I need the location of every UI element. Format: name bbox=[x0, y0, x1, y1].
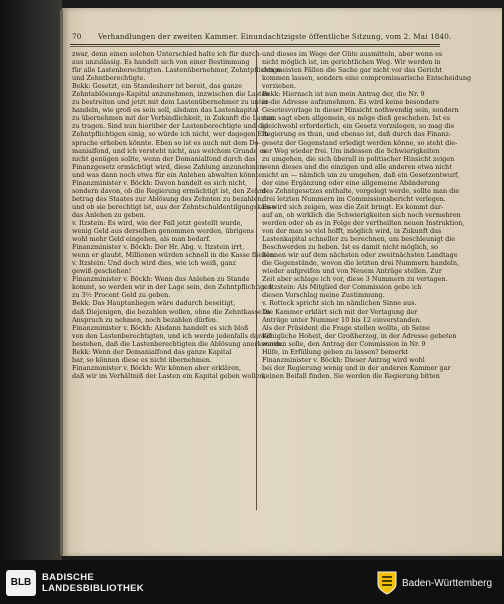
right-column-line: zu umgehen, die sich überall in politischer Hinsicht zeigen bbox=[262, 154, 455, 163]
running-title: Verhandlungen der zweiten Kammer. Einundachtzigste öffentliche Sitzung, vom 2. Mai 1840. bbox=[98, 32, 452, 41]
left-column-line: Bekk: Das Hauptanliegen wäre dadurch beseitigt, bbox=[72, 299, 236, 308]
header-rule-thin bbox=[70, 46, 440, 47]
left-column-line: zu 3½ Procent Geld zu geben. bbox=[72, 291, 171, 300]
library-name-line1: BADISCHE bbox=[42, 572, 95, 583]
right-column-line: Beschwerden zu heben. Ist es damit nicht möglich, so bbox=[262, 243, 439, 252]
right-column-line: Anträge unter Nummer 10 bis 12 einverstanden. bbox=[262, 315, 422, 324]
right-column-line: auf an, ob wirklich die Schwierigkeiten sich noch vermehren bbox=[262, 210, 461, 219]
left-column-line: von den Lastenberechtigten, und ich werde jedenfalls darauf bbox=[72, 331, 272, 340]
left-column-line: daß Diejenigen, die bezahlen wollen, ohne die Zehntkasse in bbox=[72, 307, 271, 316]
right-column-line: nicht möglich ist, im gerichtlichen Weg. Wir werden in bbox=[262, 58, 441, 67]
right-column-line: Als der Präsident die Frage stellen wollte, ob Seine bbox=[262, 323, 430, 332]
right-column-line: kommen lassen, sondern eine compromissarische Entscheidung bbox=[262, 74, 472, 83]
left-column-line: Finanzminister v. Böckh: Wenn das Anlehen zu Stande bbox=[72, 275, 250, 284]
left-column-line: Zehntpflichtigen einig, so würde ich nicht, wer dagegen Ein- bbox=[72, 130, 271, 139]
left-column-line: das Anlehen zu geben. bbox=[72, 210, 146, 219]
left-column-line: zwar, denn einen solchen Unterschied halte ich für durch- bbox=[72, 50, 262, 58]
left-column-line: Finanzminister v. Böckh: Alsdann handelt es sich bloß bbox=[72, 323, 249, 332]
library-name bbox=[42, 572, 144, 594]
left-column-line: Finanzminister v. Böckh: Wir können aber erklären, bbox=[72, 363, 242, 372]
left-column-line: v. Itzstein: Es wird, wie der Fall jetzt gestellt wurde, bbox=[72, 218, 243, 227]
right-column-line: werden solle, den Antrag der Commission in Nr. 9 bbox=[262, 339, 426, 348]
left-column-line: betrag des Staates zur Ablösung des Zehnten zu bezahlen, bbox=[72, 194, 264, 203]
baden-wuerttemberg-emblem-icon bbox=[376, 570, 398, 596]
left-column-line: wenn er glaubt, Millionen würden schnell in die Kasse fließen. bbox=[72, 251, 277, 260]
right-column-line: gleichwohl erforderlich, ein Gesetz vorzulegen, so mag die bbox=[262, 122, 455, 131]
right-column-line: keinen Beifall finden. Sie werden die Regierung bitten bbox=[262, 371, 440, 380]
right-column-line: wenn dieses und die einzigen und alle anderen etwa nicht bbox=[262, 162, 452, 171]
left-column-line: für alle Lastenberechtigten. Lastenübernehmer, Zehntpflichtige bbox=[72, 66, 281, 75]
left-column-line: wohl mehr Geld eingehen, als man bedarf. bbox=[72, 235, 211, 244]
right-column-line: Zeit aber schlage ich vor, diese 3 Nummern zu vertagen. bbox=[262, 275, 448, 284]
right-column-line: Königliche Hoheit, der Großherzog, in der Adresse gebeten bbox=[262, 331, 457, 340]
left-column-line: bestehen, daß die Lastenberechtigten die Ablösung anerkennen. bbox=[72, 339, 284, 348]
left-column-line: v. Itzstein: Und doch wird dies, wie ich weiß, ganz bbox=[72, 259, 236, 268]
right-column-line: gesetz der Gegenstand erledigt werden könne, so steht die- bbox=[262, 138, 458, 147]
right-column-line: in die Adresse aufzunehmen. Es wird keine besondere bbox=[262, 98, 440, 107]
left-column-line: und was dann noch etwa für ein Anlehen abwalten könnte. bbox=[72, 170, 265, 179]
right-column-line: Lastenkapital schneller zu berechnen, um beschleunigt die bbox=[262, 235, 456, 244]
right-column-line: Bekk: Hiernach ist nun mein Antrag der, die Nr. 9 bbox=[262, 90, 425, 99]
book-gutter bbox=[0, 0, 62, 560]
left-column-line: zu bestreiten und jetzt mit dem Lastenübernehmer zu unter- bbox=[72, 98, 271, 107]
right-column-line: v. Rotteck spricht sich im nämlichen Sinne aus. bbox=[262, 299, 417, 308]
left-column-line: bar, so können diese es nicht übernehmen. bbox=[72, 355, 212, 364]
left-column-line: daß wir im Verhältniß der Lasten ein Kapital geben wollen, bbox=[72, 371, 266, 380]
right-column-line: die Gegenstände, wovon die letzten drei Nummern handeln, bbox=[262, 259, 460, 268]
right-column-line: ser Weg wieder frei. Um indessen die Schwierigkeiten bbox=[262, 146, 440, 155]
right-column-line: bei der Regierung wenig und in der anderen Kammer gar bbox=[262, 363, 451, 372]
left-column-line: zu übernehmen mit der Verbindlichkeit, in Zukunft die Lasten bbox=[72, 114, 275, 123]
left-column-line: wenig Geld aus derselben genommen werden, übrigens bbox=[72, 227, 255, 236]
right-column-line: Regierung es thun, und ebenso ist, daß durch das Finanz- bbox=[262, 130, 452, 139]
page-header bbox=[72, 32, 452, 44]
right-column-line: werden oder ob es in Folge der vertheilten neuen Instruktion, bbox=[262, 218, 465, 227]
left-column-line: und ob sie berechtigt ist, aus der Zehntschuldentilgungskasse bbox=[72, 202, 276, 211]
state-name: Baden-Württemberg bbox=[402, 578, 493, 589]
left-column-line: kommt, so werden wir in der Lage sein, den Zehntpflichtigen bbox=[72, 283, 273, 292]
right-column-line: Gesetesvorlage in dieser Hinsicht nothwendig sein, sondern bbox=[262, 106, 459, 115]
left-column-line: Bekk: Wenn der Domanialfond das ganze Kapital bbox=[72, 347, 232, 356]
blb-logo: BLB bbox=[6, 570, 36, 596]
left-column-line: nicht genügen sollte, wenn der Domanialfond durch das bbox=[72, 154, 256, 163]
column-divider bbox=[256, 50, 257, 510]
right-column-line: wieder aufgreifen und von Neuem Anträge stellen. Zur bbox=[262, 267, 442, 276]
left-column-line: Bekk: Gesetzt, ein Standesherr ist bereit, das ganze bbox=[72, 82, 242, 91]
right-column-line: man sagt eben allgemein, es möge dieß geschehen. Ist es bbox=[262, 114, 451, 123]
right-column-line: Hilfe, in Erfüllung geben zu lassen? bemerkt bbox=[262, 347, 409, 356]
library-name-line2: LANDESBIBLIOTHEK bbox=[42, 583, 144, 594]
right-column-line: von der man so viel hofft, möglich wird, in Zukunft das bbox=[262, 227, 442, 236]
left-column-line: manialfond, und ich versteht nicht, aus welchem Grunde es bbox=[72, 146, 267, 155]
page-number: 70 bbox=[72, 32, 82, 41]
right-column-line: v. Itzstein: Als Mitglied der Commission gebe ich bbox=[262, 283, 422, 292]
header-rule bbox=[70, 44, 440, 45]
left-column-line: sondern davon, ob die Regierung ermächtigt ist, den Zehnt- bbox=[72, 186, 268, 195]
left-column-line: und Zehntberechtigte. bbox=[72, 74, 146, 83]
page-spine-edge bbox=[60, 10, 63, 555]
left-column-line: zu tragen. Sind nun hierüber der Lastenberechtigte und die bbox=[72, 122, 269, 131]
left-column-line: Anspruch zu nehmen, noch bezahlen dürfen. bbox=[72, 315, 218, 324]
left-column-line: gewiß geschehen! bbox=[72, 267, 132, 276]
right-column-line: können wir auf dem nächsten oder zweitnächsten Landtage bbox=[262, 251, 458, 260]
right-column-line: der eine Ergänzung oder eine allgemeine Abänderung bbox=[262, 178, 440, 187]
right-column-line: und dieses im Wege der Güte ausmitteln, aber wenn es bbox=[262, 50, 443, 58]
right-column-line: diesen Vorschlag meine Zustimmung. bbox=[262, 291, 385, 300]
left-column-line: Finanzgesetz ermächtigt wird, diese Zahlung anzunehmen bbox=[72, 162, 264, 171]
right-column-line: Die Kammer erklärt sich mit der Vertagung der bbox=[262, 307, 418, 316]
left-column-line: aus unzulässig. Es handelt sich von einer Bestimmung bbox=[72, 58, 250, 67]
right-column-line: drei letzten Nummern im Commissionsbericht verlegen. bbox=[262, 194, 446, 203]
left-column-line: sprache erheben könnte. Eben so ist es auch mit dem Do- bbox=[72, 138, 261, 147]
left-column-line: Zehntablösungs-Kapital anzunehmen, inzwischen die Lasten bbox=[72, 90, 270, 99]
left-column-line: handeln, wie groß es sein soll, alsdann das Lastenkapital bbox=[72, 106, 259, 115]
right-column-line: Finanzminister v. Böckh: Dieser Antrag wird wohl bbox=[262, 355, 425, 364]
right-column-line: Es wird sich zeigen, was die Zeit bringt. Es kommt dar- bbox=[262, 202, 444, 211]
right-text-column bbox=[262, 50, 472, 380]
right-column-line: den meisten Fällen die Sache gar nicht vor das Gericht bbox=[262, 66, 442, 75]
left-column-line: Finanzminister v. Böckh: Davon handelt es sich nicht, bbox=[72, 178, 248, 187]
right-column-line: nicht an — nämlich um zu umgehen, daß ein Gesetzentwurf, bbox=[262, 170, 460, 179]
right-column-line: vorziehen. bbox=[262, 82, 296, 91]
right-column-line: des Zehntgesetzes enthalte, vorgelegt werde, sollte man die bbox=[262, 186, 460, 195]
left-column-line: Finanzminister v. Böckh: Der Hr. Abg. v. Itzstein irrt, bbox=[72, 243, 245, 252]
